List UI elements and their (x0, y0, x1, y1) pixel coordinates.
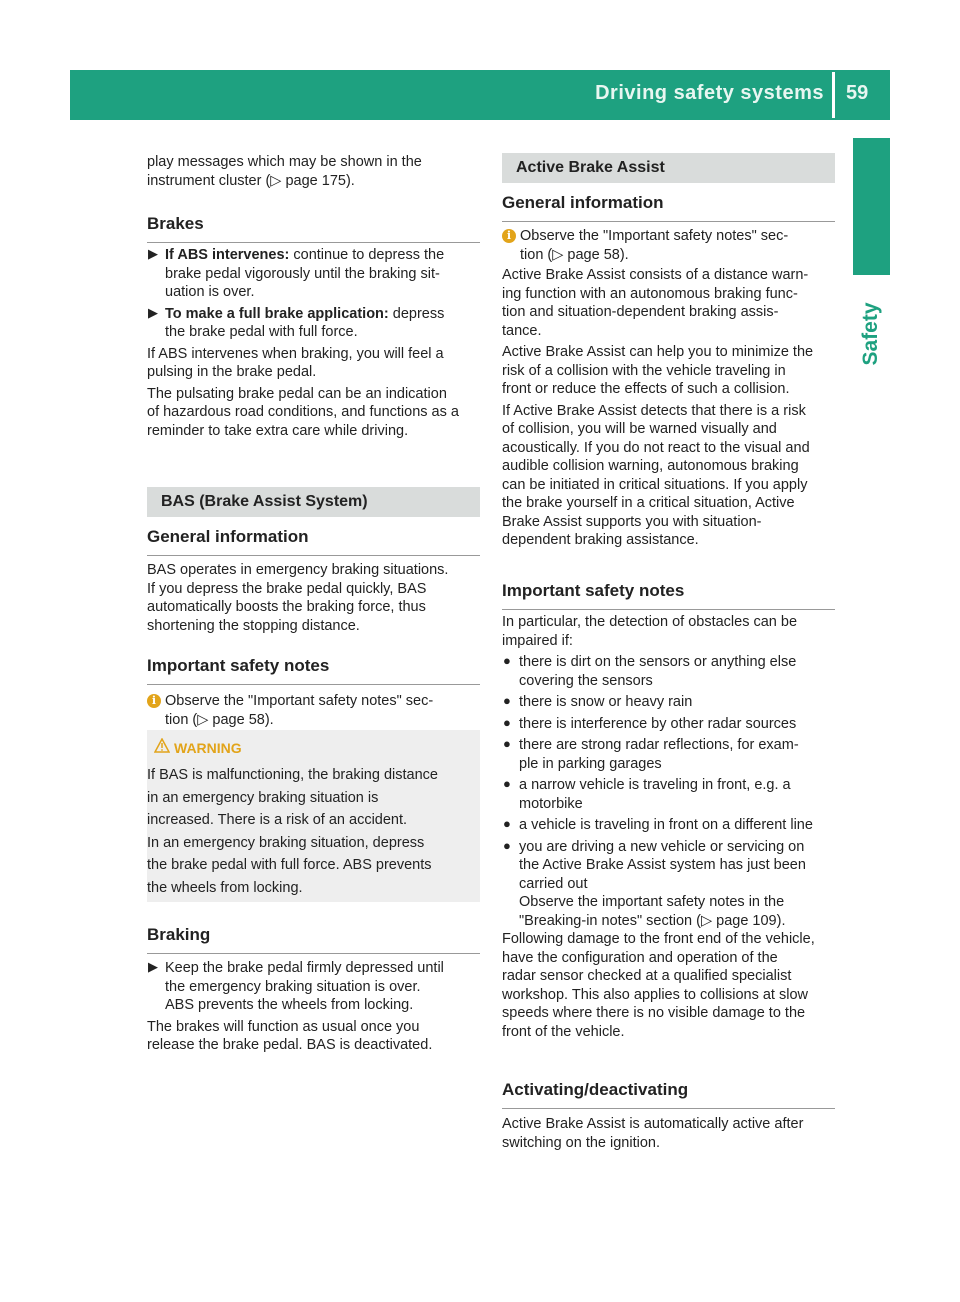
heading-activating-deactivating: Activating/deactivating (502, 1080, 835, 1109)
info-icon: i (502, 229, 516, 243)
step-item: ▶ If ABS intervenes: continue to depress the brake pedal vigorously until the braking sit- uation is over. (148, 246, 445, 300)
list-item: ● there are strong radar reflections, for exam- ple in parking garages (503, 736, 799, 772)
bullet-icon: ● (503, 837, 511, 853)
arrow-icon: ▶ (148, 246, 158, 261)
warning-triangle-icon (154, 738, 170, 753)
bullet-icon: ● (503, 776, 511, 791)
list-item: ● you are driving a new vehicle or servicing on the Active Brake Assist system has just been carried out Observe the important safety notes in the "Breaking-in notes" section (▷ page 109). (503, 837, 806, 929)
list-item: ● there is interference by other radar sources (503, 714, 797, 732)
heading-active-brake-assist: Active Brake Assist (502, 153, 835, 183)
section-activating (502, 1080, 835, 1109)
heading-bas: BAS (Brake Assist System) (147, 487, 480, 517)
step-item: ▶ Keep the brake pedal firmly depressed until the emergency braking situation is over. ABS prevents the wheels from locking. (148, 959, 444, 1013)
bas-general-text: BAS operates in emergency braking situations. If you depress the brake pedal quickly, BAS automatically boosts the braking force, thus shortening the stopping distance. (147, 562, 449, 634)
aba-safety-text: In particular, the detection of obstacles can be impaired if: ● there is dirt on the sensors or anything else covering the sensors ● there is snow or heavy rain ● there is interference by other radar sources ● there are strong radar reflections, for exam- ple in parking garages ● a narrow vehicle is traveling in front, e.g. a motorbike ● a vehicle is traveling in front on a different line ● you are driving a new vehicle or servicing on the Active Brake Assist system has just been carried out Observe the important safety notes in the "Breaking-in notes" section (▷ page 109). Following damage to the front end of the vehicle, have the configuration and operation of the radar sensor checked at a qualified specialist workshop. This also applies to collisions at slow speeds where there is no visible damage to the front of the vehicle. (502, 613, 835, 1041)
section-aba-general (502, 193, 835, 222)
bullet-icon: ● (503, 736, 511, 751)
bullet-icon: ● (503, 693, 511, 708)
side-tab-label: Safety (859, 302, 882, 366)
heading-brakes: Brakes (147, 214, 480, 243)
paragraph: Following damage to the front end of the vehicle, have the configuration and operation of the radar sensor checked at a qualified specialist workshop. This also applies to collisions at slow speeds where there is no visible damage to the front of the vehicle. (502, 931, 815, 1040)
paragraph: The brakes will function as usual once you release the brake pedal. BAS is deactivated. (147, 1018, 433, 1053)
intro-text: play messages which may be shown in the instrument cluster (▷ page 175). (147, 154, 422, 189)
aba-info-note: i Observe the "Important safety notes" sec- tion (▷ page 58). (502, 227, 835, 264)
heading-braking: Braking (147, 925, 480, 954)
section-aba-safety (502, 581, 835, 610)
side-tab (853, 138, 890, 275)
section-bas-general (147, 527, 480, 556)
paragraph: If ABS intervenes when braking, you will feel a pulsing in the brake pedal. (147, 345, 444, 380)
heading-important-safety-notes: Important safety notes (502, 581, 835, 610)
section-bas (147, 487, 480, 517)
section-bas-safety (147, 656, 480, 685)
arrow-icon: ▶ (148, 959, 158, 974)
warning-text: If BAS is malfunctioning, the braking distance in an emergency braking situation is increased. There is a risk of an accident. In an emergency braking situation, depress the brake pedal with full force. ABS prevents the wheels from locking. (147, 767, 438, 896)
section-active-brake-assist (502, 153, 835, 183)
braking-text (147, 959, 480, 1055)
arrow-icon: ▶ (148, 304, 158, 320)
list-item: ● there is dirt on the sensors or anything else covering the sensors (503, 653, 797, 689)
heading-general-information: General information (147, 527, 480, 556)
info-icon: i (147, 694, 161, 708)
header-divider (832, 72, 835, 118)
list-item: ● a narrow vehicle is traveling in front, e.g. a motorbike (503, 776, 791, 812)
page-number: 59 (846, 82, 869, 104)
aba-general-text: Active Brake Assist consists of a distance warn- ing function with an autonomous braking func- tion and situation-dependent braking assis- tance. Active Brake Assist can help you to minimize the risk of a collision with the vehicle traveling in front or reduce the effects of such a collision. If Active Brake Assist detects that there is a risk of collision, you will be warned visually and acoustically. If you do not react to the visual and audible collision warning, autonomous braking can be initiated in critical situations. If you apply the brake yourself in a critical situation, Active Brake Assist supports you with situation- dependent braking assistance. (502, 267, 814, 548)
heading-general-information: General information (502, 193, 835, 222)
chapter-title: Driving safety systems (595, 82, 824, 104)
brakes-steps (147, 246, 480, 440)
bullet-icon: ● (503, 714, 511, 730)
activating-text: Active Brake Assist is automatically active after switching on the ignition. (502, 1116, 804, 1151)
bullet-icon: ● (503, 816, 511, 831)
step-item: ▶ To make a full brake application: depress the brake pedal with full force. (148, 304, 445, 340)
paragraph: The pulsating brake pedal can be an indication of hazardous road conditions, and functions as a reminder to take extra care while driving. (147, 385, 459, 439)
bullet-icon: ● (503, 653, 511, 668)
section-brakes (147, 214, 480, 243)
heading-important-safety-notes: Important safety notes (147, 656, 480, 685)
warning-box (147, 730, 480, 902)
list-item: ● there is snow or heavy rain (503, 693, 693, 710)
section-braking (147, 925, 480, 954)
bas-info-note: i Observe the "Important safety notes" sec- tion (▷ page 58). (147, 692, 480, 729)
list-item: ● a vehicle is traveling in front on a different line (503, 816, 813, 833)
warning-title: WARNING (174, 740, 242, 756)
